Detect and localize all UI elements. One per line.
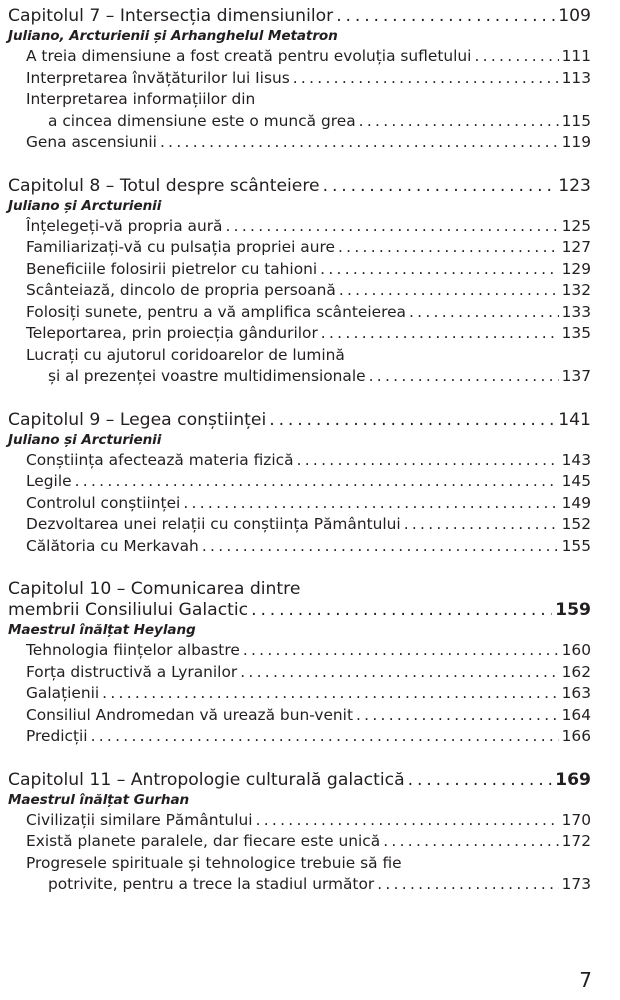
entry-title-cont: potrivite, pentru a trece la stadiul următor [48, 875, 375, 893]
toc-entry[interactable] [8, 471, 591, 493]
entry-page: 132 [561, 281, 591, 299]
entry-title: Forța distructivă a Lyranilor [26, 662, 238, 681]
entry-page: 164 [561, 705, 591, 724]
leader-dots [243, 640, 559, 662]
toc-entry[interactable] [8, 132, 591, 154]
toc-entry[interactable] [8, 831, 591, 853]
chapter-title-row-cont[interactable] [8, 600, 591, 621]
entry-title: Interpretarea informațiilor din [26, 90, 256, 108]
page-number: 7 [579, 968, 592, 992]
toc-entry[interactable] [8, 323, 591, 345]
entry-title: Tehnologia ființelor albastre [26, 641, 240, 659]
leader-dots [225, 216, 558, 238]
chapter-11 [8, 770, 591, 896]
toc-entry[interactable] [8, 705, 591, 727]
entry-title-cont: a cincea dimensiune este o muncă grea [48, 111, 356, 130]
entry-title-cont: și al prezenței voastre multidimensionale [48, 367, 366, 385]
toc-entry[interactable] [8, 259, 591, 281]
chapter-title: Capitolul 8 – Totul despre scânteiere [8, 175, 320, 196]
chapter-author: Maestrul înălțat Gurhan [8, 791, 190, 808]
entry-page: 129 [561, 259, 591, 278]
chapter-page: 109 [558, 6, 591, 26]
leader-dots [359, 111, 559, 133]
entry-title: Civilizații similare Pământului [26, 810, 253, 829]
leader-dots [102, 683, 558, 705]
leader-dots [338, 237, 559, 259]
chapter-7 [8, 6, 591, 154]
entry-page: 115 [561, 111, 591, 130]
entry-title: Există planete paralele, dar fiecare este unică [26, 832, 381, 850]
entry-title: Controlul conștiinței [26, 493, 181, 512]
entry-page: 173 [561, 875, 591, 893]
toc-entry[interactable] [8, 536, 591, 558]
chapter-author: Maestrul înălțat Heylang [8, 622, 196, 638]
entry-title: Folosiți sunete, pentru a vă amplifica scânteierea [26, 302, 406, 321]
chapter-page: 123 [558, 175, 591, 196]
entry-page: 137 [561, 367, 591, 385]
entry-page: 160 [561, 641, 591, 659]
toc-entry[interactable] [8, 68, 591, 90]
leader-dots [269, 410, 555, 431]
toc-entry[interactable] [8, 237, 591, 259]
toc-entry[interactable] [8, 450, 591, 472]
leader-dots [474, 46, 558, 68]
chapter-page: 159 [555, 600, 591, 620]
leader-dots [240, 662, 558, 684]
chapter-8 [8, 176, 591, 388]
entry-page: 127 [561, 238, 591, 256]
entry-page: 143 [561, 450, 591, 469]
entry-page: 119 [561, 133, 591, 151]
entry-page: 113 [561, 68, 591, 87]
entry-title: Consiliul Andromedan vă urează bun-venit [26, 705, 353, 724]
entry-title: Călătoria cu Merkavah [26, 536, 199, 555]
entry-page: 162 [561, 662, 591, 681]
toc-entry[interactable] [8, 493, 591, 515]
entry-page: 145 [561, 472, 591, 490]
chapter-title-row[interactable] [8, 579, 591, 600]
chapter-author: Juliano și Arcturienii [8, 431, 162, 448]
leader-dots [356, 705, 559, 727]
entry-title: Familiarizați-vă cu pulsația propriei aure [26, 238, 335, 256]
toc-entry[interactable] [8, 810, 591, 832]
chapter-title-row[interactable] [8, 410, 591, 431]
chapter-title-row[interactable] [8, 6, 591, 27]
toc-entry[interactable] [8, 853, 591, 875]
entry-title: A treia dimensiune a fost creată pentru evoluția sufletului [26, 47, 472, 65]
toc-entry[interactable] [8, 89, 591, 111]
chapter-9 [8, 410, 591, 558]
entry-title: Progresele spirituale și tehnologice trebuie să fie [26, 853, 402, 872]
leader-dots [377, 874, 558, 896]
leader-dots [256, 810, 559, 832]
toc-entry[interactable] [8, 662, 591, 684]
leader-dots [369, 366, 559, 388]
toc-entry-continuation[interactable] [8, 366, 591, 388]
toc-entry-continuation[interactable] [8, 111, 591, 133]
leader-dots [75, 471, 559, 493]
entry-title: Înțelegeți-vă propria aură [26, 216, 223, 235]
toc-entry[interactable] [8, 46, 591, 68]
entry-title: Legile [26, 472, 72, 490]
entry-page: 133 [561, 302, 591, 321]
entry-page: 166 [561, 727, 591, 745]
leader-dots [293, 68, 559, 90]
leader-dots [251, 600, 552, 621]
leader-dots [297, 450, 559, 472]
entry-page: 125 [561, 216, 591, 235]
chapter-title: Capitolul 9 – Legea conștiinței [8, 409, 267, 430]
chapter-title: Capitolul 10 – Comunicarea dintre [8, 579, 301, 599]
chapter-title: Capitolul 11 – Antropologie culturală galactică [8, 769, 405, 790]
chapter-10 [8, 579, 591, 748]
entry-page: 149 [561, 493, 591, 512]
entry-title: Gena ascensiunii [26, 133, 157, 151]
entry-title: Interpretarea învățăturilor lui Iisus [26, 68, 290, 87]
entry-page: 163 [561, 684, 591, 702]
chapter-title: Capitolul 7 – Intersecția dimensiunilor [8, 6, 334, 26]
entry-title: Predicții [26, 727, 88, 745]
leader-dots [160, 132, 559, 154]
toc-entry[interactable] [8, 683, 591, 705]
chapter-title-row[interactable] [8, 770, 591, 791]
leader-dots [91, 726, 559, 748]
leader-dots [323, 176, 556, 197]
toc-entry[interactable] [8, 216, 591, 238]
entry-page: 111 [561, 47, 591, 65]
entry-page: 135 [561, 324, 591, 342]
leader-dots [408, 770, 552, 791]
entry-title: Teleportarea, prin proiecția gândurilor [26, 324, 318, 342]
toc-entry[interactable] [8, 640, 591, 662]
leader-dots [404, 514, 559, 536]
chapter-page: 141 [558, 409, 591, 430]
toc-entry-continuation[interactable] [8, 874, 591, 896]
entry-title: Conștiința afectează materia fizică [26, 450, 294, 469]
toc-entry[interactable] [8, 302, 591, 324]
leader-dots [202, 536, 559, 558]
leader-dots [320, 259, 558, 281]
entry-title: Beneficiile folosirii pietrelor cu tahioni [26, 259, 318, 278]
leader-dots [336, 6, 555, 27]
toc-entry[interactable] [8, 514, 591, 536]
entry-title: Scânteiază, dincolo de propria persoană [26, 281, 336, 299]
toc-entry[interactable] [8, 726, 591, 748]
chapter-page: 169 [555, 769, 591, 790]
leader-dots [339, 280, 559, 302]
leader-dots [321, 323, 559, 345]
leader-dots [383, 831, 558, 853]
toc-entry[interactable] [8, 345, 591, 367]
chapter-title-cont: membrii Consiliului Galactic [8, 600, 249, 620]
entry-title: Lucrați cu ajutorul coridoarelor de lumină [26, 345, 345, 364]
chapter-author: Juliano și Arcturienii [8, 197, 162, 214]
chapter-title-row[interactable] [8, 176, 591, 197]
entry-page: 172 [561, 832, 591, 850]
table-of-contents [8, 6, 591, 918]
entry-page: 170 [561, 810, 591, 829]
toc-entry[interactable] [8, 280, 591, 302]
leader-dots [183, 493, 558, 515]
entry-page: 152 [561, 515, 591, 533]
entry-title: Dezvoltarea unei relații cu conștiința Pământului [26, 515, 401, 533]
entry-page: 155 [561, 536, 591, 555]
entry-title: Galațienii [26, 684, 100, 702]
chapter-author: Juliano, Arcturienii și Arhanghelul Metatron [8, 28, 338, 44]
leader-dots [409, 302, 559, 324]
